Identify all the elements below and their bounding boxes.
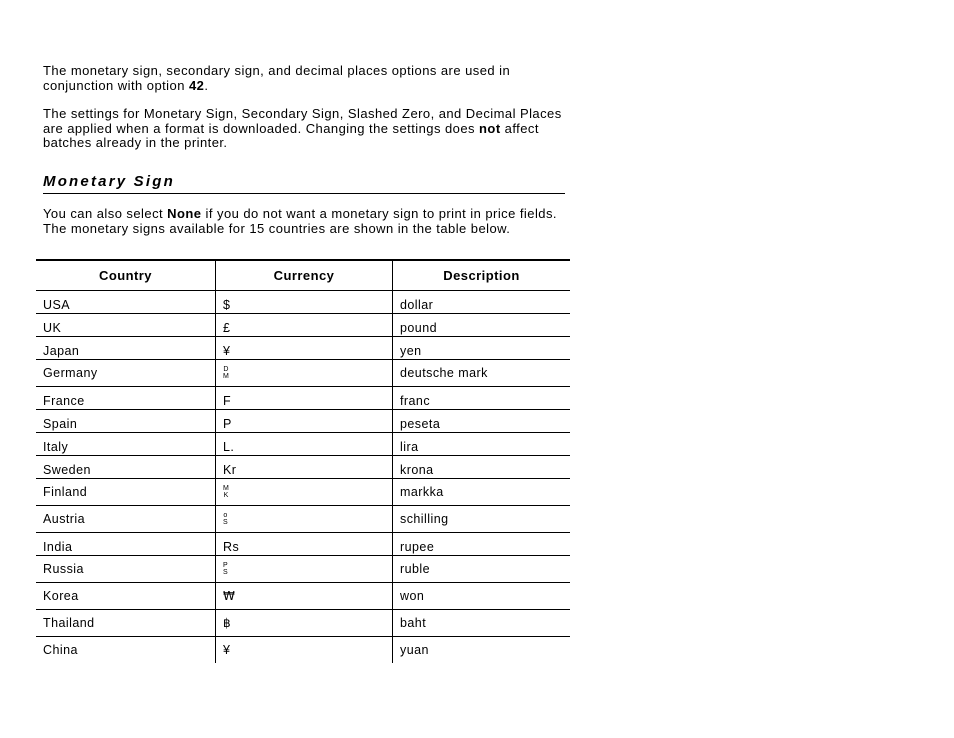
cell-country: Spain [36, 410, 216, 433]
cell-currency [216, 479, 393, 506]
table-row [36, 314, 570, 337]
emphasis-not: not [479, 120, 501, 136]
cell-description: rupee [393, 533, 571, 556]
intro-paragraph-2-text: The settings for Monetary Sign, Secondary Sign, Slashed Zero, and Decimal Places are applied when a format is downloaded. Changing the settings does [43, 106, 562, 136]
cell-currency: £ [216, 314, 393, 337]
table-header-row [36, 260, 570, 291]
cell-currency: ฿ [216, 610, 393, 637]
cell-description: baht [393, 610, 571, 637]
symbol-top: D [223, 366, 229, 374]
cell-country: Thailand [36, 610, 216, 637]
stacked-currency-symbol [223, 485, 229, 499]
cell-country: China [43, 643, 78, 657]
cell-country: India [36, 533, 216, 556]
section-paragraph [43, 207, 568, 236]
emphasis-none: None [167, 206, 202, 221]
symbol-top: P [223, 562, 229, 570]
cell-country: Russia [36, 556, 216, 583]
table-row [36, 533, 570, 556]
symbol-bottom: K [223, 492, 229, 500]
cell-description: pound [393, 314, 571, 337]
cell-country: USA [36, 291, 216, 314]
cell-country: France [36, 387, 216, 410]
cell-currency [216, 360, 393, 387]
symbol-top: M [223, 485, 230, 493]
cell-currency [216, 506, 393, 533]
header-country: Country [36, 260, 216, 291]
intro-paragraph-1 [43, 64, 568, 93]
cell-currency: F [216, 387, 393, 410]
intro-paragraph-1-end: . [204, 77, 209, 93]
cell-description: franc [393, 387, 571, 410]
cell-currency: Kr [216, 456, 393, 479]
table-row [36, 610, 570, 637]
table-row [36, 360, 570, 387]
stacked-currency-symbol [223, 366, 229, 380]
cell-country: Austria [36, 506, 216, 533]
cell-country: Italy [36, 433, 216, 456]
cell-description: deutsche mark [393, 360, 571, 387]
section-paragraph-end: if you do not want a monetary sign to print in price fields. The monetary signs available for 15 countries are shown in the table below. [43, 206, 557, 236]
cell-description: won [393, 583, 571, 610]
stacked-currency-symbol [223, 562, 228, 576]
cell-currency: P [216, 410, 393, 433]
cell-country: Germany [36, 360, 216, 387]
header-description: Description [393, 260, 571, 291]
stacked-currency-symbol [223, 512, 228, 526]
symbol-bottom: S [223, 519, 229, 527]
symbol-bottom: S [223, 569, 229, 577]
table-row [36, 479, 570, 506]
table-row [36, 583, 570, 610]
intro-paragraph-2-end: affect batches already in the printer. [43, 120, 539, 150]
cell-description: dollar [393, 291, 571, 314]
cell-currency: Rs [216, 533, 393, 556]
cell-description: lira [393, 433, 571, 456]
cell-description: yuan [393, 637, 571, 664]
cell-currency [216, 556, 393, 583]
intro-paragraph-1-text: The monetary sign, secondary sign, and decimal places options are used in conjunction with option [43, 63, 511, 93]
section-paragraph-text: You can also select [43, 206, 168, 221]
cell-description: ruble [393, 556, 571, 583]
table-row [36, 433, 570, 456]
table-row [36, 556, 570, 583]
cell-country: UK [36, 314, 216, 337]
cell-currency: ¥ [216, 637, 393, 664]
cell-country: Japan [36, 337, 216, 360]
cell-description: schilling [393, 506, 571, 533]
table-row [36, 337, 570, 360]
symbol-bottom: M [223, 373, 230, 381]
table-row [36, 410, 570, 433]
cell-currency: L. [216, 433, 393, 456]
cell-currency: $ [216, 291, 393, 314]
table-row [36, 291, 570, 314]
table-row [36, 637, 570, 664]
header-currency: Currency [216, 260, 393, 291]
table-row [36, 387, 570, 410]
option-number: 42 [188, 77, 205, 93]
cell-country: Korea [36, 583, 216, 610]
cell-description: yen [393, 337, 571, 360]
intro-paragraph-2 [43, 107, 568, 151]
table-row [36, 506, 570, 533]
cell-currency: ₩ [216, 583, 393, 610]
cell-country: Sweden [36, 456, 216, 479]
monetary-sign-table [36, 259, 570, 663]
cell-description: markka [393, 479, 571, 506]
symbol-top: o [223, 512, 228, 520]
cell-description: krona [393, 456, 571, 479]
cell-description: peseta [393, 410, 571, 433]
section-heading: Monetary Sign [43, 173, 565, 194]
cell-country: Finland [36, 479, 216, 506]
table-row [36, 456, 570, 479]
cell-currency: ¥ [216, 337, 393, 360]
